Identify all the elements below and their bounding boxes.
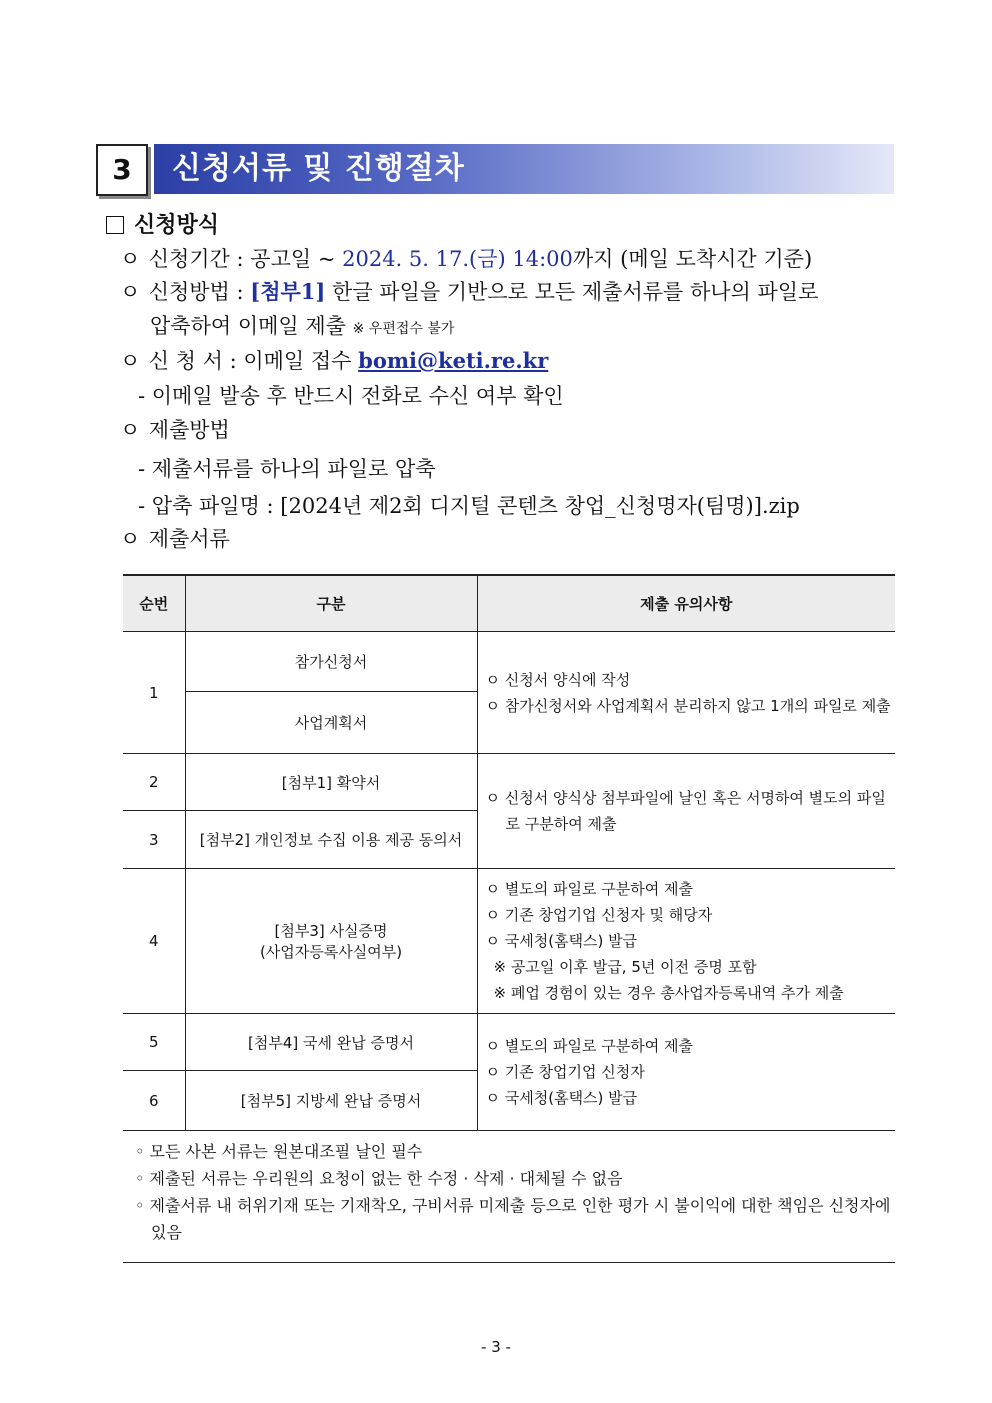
checkbox-square-icon (106, 216, 124, 234)
footnote: ◦ 제출서류 내 허위기재 또는 기재착오, 구비서류 미제출 등으로 인한 평가 시 불이익에 대한 책임은 신청자에 있음 (135, 1196, 891, 1242)
footnotes (123, 1138, 895, 1263)
item-submit-docs: ㅇ 제출서류 (120, 523, 230, 553)
section-number: 3 (96, 144, 148, 196)
circle-bullet-icon: ㅇ (120, 418, 141, 442)
row-number: 2 (123, 754, 185, 811)
item-application-period: ㅇ 신청기간 : 공고일 ~ 2024. 5. 17.(금) 14:00까지 (메일 도착시간 기준) (120, 243, 812, 273)
doc-notes: ㅇ 별도의 파일로 구분하여 제출 ㅇ 기존 창업기업 신청자 및 해당자 ㅇ 국세청(홈택스) 발급 ※ 공고일 이후 발급, 5년 이전 증명 포함 ※ 폐업 경험이 있는 경우 총사업자등록내역 추가 제출 (477, 869, 895, 1014)
doc-name: [첨부4] 국세 완납 증명서 (185, 1014, 477, 1071)
row-number: 5 (123, 1014, 185, 1071)
item-application-method: ㅇ 신청방법 : [첨부1] 한글 파일을 기반으로 모든 제출서류를 하나의 파일로 (120, 276, 818, 306)
item-submit-method: ㅇ 제출방법 (120, 414, 230, 444)
page-number: - 3 - (481, 1338, 511, 1356)
circle-bullet-icon: ㅇ (120, 280, 141, 304)
item-email-note: - 이메일 발송 후 반드시 전화로 수신 여부 확인 (138, 384, 564, 408)
item-submit-compress: - 제출서류를 하나의 파일로 압축 (138, 457, 436, 481)
doc-notes: ㅇ 별도의 파일로 구분하여 제출 ㅇ 기존 창업기업 신청자 ㅇ 국세청(홈택스) 발급 (477, 1014, 895, 1131)
table-row (123, 1014, 895, 1071)
row-number: 3 (123, 811, 185, 869)
email-link[interactable]: bomi@keti.re.kr (358, 348, 549, 373)
table-row (123, 869, 895, 1014)
doc-name: [첨부5] 지방세 완납 증명서 (185, 1071, 477, 1131)
submission-table (123, 574, 895, 1131)
doc-notes: ㅇ 신청서 양식에 작성 ㅇ 참가신청서와 사업계획서 분리하지 않고 1개의 파일로 제출 (477, 632, 895, 754)
doc-notes: ㅇ 신청서 양식상 첨부파일에 날인 혹은 서명하여 별도의 파일로 구분하여 제출 (477, 754, 895, 869)
circle-bullet-icon: ㅇ (120, 349, 141, 373)
row-number: 4 (123, 869, 185, 1014)
doc-name: 참가신청서 (185, 632, 477, 692)
footnote: ◦ 제출된 서류는 우리원의 요청이 없는 한 수정 · 삭제 · 대체될 수 없음 (135, 1169, 623, 1188)
section-header (96, 144, 894, 194)
row-number: 6 (123, 1071, 185, 1131)
doc-name: [첨부1] 확약서 (185, 754, 477, 811)
doc-name: [첨부2] 개인정보 수집 이용 제공 동의서 (185, 811, 477, 869)
header-notes: 제출 유의사항 (477, 575, 895, 632)
header-category: 구분 (185, 575, 477, 632)
table-header-row (123, 575, 895, 632)
table-row (123, 754, 895, 811)
circle-bullet-icon: ㅇ (120, 247, 141, 271)
footnote: ◦ 모든 사본 서류는 원본대조필 날인 필수 (135, 1142, 423, 1161)
circle-bullet-icon: ㅇ (120, 527, 141, 551)
row-number: 1 (123, 632, 185, 754)
section-title: 신청서류 및 진행절차 (154, 144, 894, 194)
item-application-form: ㅇ 신 청 서 : 이메일 접수 bomi@keti.re.kr (120, 345, 548, 375)
item-application-method-cont: 압축하여 이메일 제출 ※ 우편접수 불가 (150, 314, 455, 338)
doc-name: 사업계획서 (185, 692, 477, 754)
heading-application-method: 신청방식 (106, 208, 219, 239)
table-row (123, 632, 895, 692)
doc-name: [첨부3] 사실증명 (사업자등록사실여부) (185, 869, 477, 1014)
header-number: 순번 (123, 575, 185, 632)
item-submit-filename: - 압축 파일명 : [2024년 제2회 디지털 콘텐츠 창업_신청명자(팀명)].zip (138, 494, 800, 518)
